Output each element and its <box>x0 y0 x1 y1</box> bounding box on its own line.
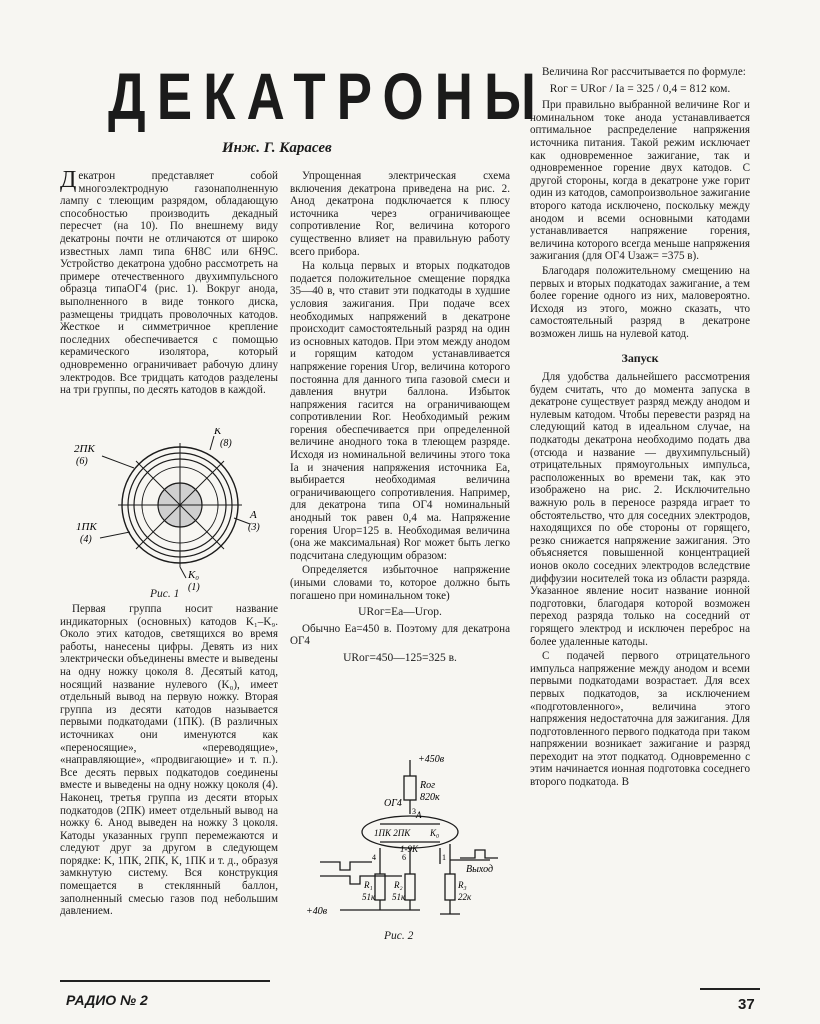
paragraph: Благодаря положительному смещению на первых и вторых подкатодах зажигание, а тем более горение одного из них, маловероятно. Исходя из этого, можно сказать, что самостоятельный разряд в декатроне возможен лишь на нулевой катод. <box>530 264 750 340</box>
label-a: А <box>250 509 257 521</box>
paragraph: Упрощенная электрическая схема включения декатрона приведена на рис. 2. Анод декатрона подключается к плюсу источника через ограничивающее сопротивление Rог, величина которого существенно влияет на правильную работу всего прибора. <box>290 170 510 258</box>
drop-cap: Д <box>60 167 77 193</box>
label-pk: 1ПК 2ПК <box>374 828 411 838</box>
column-3 <box>530 66 750 791</box>
figure-2-caption: Рис. 2 <box>384 930 414 942</box>
label-a-pin: (3) <box>248 522 260 533</box>
label-pin1: 1 <box>442 853 446 862</box>
label-r3: R₃ <box>458 880 467 890</box>
page-title: ДЕКАТРОНЫ <box>108 59 548 133</box>
label-plus40: +40в <box>306 906 328 917</box>
paragraph: Первая группа носит название индикаторных (основных) катодов K₁–K₉. Около этих катодов, светящихся во время работы, нанесены цифры. Девять из них электрически объединены вместе и выведены на одну ножку цоколя 8. Десятый катод, носящий название нулевого (K₀), имеет отдельный вывод на первую ножку. Вторая группа из десяти катодов называется первыми подкатодами (1ПК). (В различных источниках они именуются как «переносящие», «переводящие», «направляющие», «продвигающие» и т. п.). Все десять первых подкатодов соединены вместе и выведены на одну ножку цоколя (4). Наконец, третья группа из десяти вторых подкатодов (2ПК) имеет отдельный вывод на ножку 6. Анод выведен на ножку 3 цоколя. Катоды указанных групп перемежаются и следуют друг за другом в следующем порядке: K, 1ПК, 2ПК, K, 1ПК и т. д., образуя замкнутую систему. Вся конструкция помещается в стеклянный баллон, заполненный смесью газов под небольшим давлением. <box>60 603 278 918</box>
paragraph: Декатрон представляет собой многоэлектродную газонаполненную лампу с тлеющим разрядом, обладающую способностью производить декадный пересчет (на 10). По внешнему виду декатроны почти не отличаются от широко известных ламп типа 6Н8С или 6Н9С. Устройство декатрона удобно рассмотреть на примере отечественного двухимпульсного образца типаОГ4 (рис. 1). Вокруг анода, выполненного в виде тонкого диска, размещены тридцать проволочных катодов. Жесткое и симметричное крепление последних обеспечивается с помощью керамического изолятора, который одновременно ограничивает рабочую длину электродов. Все тридцать катодов разделены на три группы, по десять катодов в каждой. <box>60 167 278 397</box>
paragraph: На кольца первых и вторых подкатодов подается положительное смещение порядка 35—40 в, что ставит эти подкатоды в худшие условия зажигания. При подаче всех необходимых напряжений в декатроне происходит самостоятельный разряд на один из основных катодов. При этом между анодом и горящим катодом устанавливается напряжение горения Uгор, величина которого постоянна для данного типа газовой смеси и давления внутри баллона. Избыток напряжения гасится на ограничивающем сопротивлении Rог. Необходимый режим горения обеспечивается при определенной величине анодного тока в тлеющем разряде. Исходя из номинальной величины этого тока Iа и значения напряжения источника Eа, выбирается необходимая величина ограничивающего сопротивления. Например, для декатрона типа ОГ4 номинальный анодный ток равен 0,4 ма. Напряжение горения Uгор=125 в. Необходимая величина (она же максимальная) Rог может быть легко подсчитана следующим образом: <box>290 260 510 562</box>
column-1-continued <box>60 603 278 920</box>
label-og4: ОГ4 <box>384 798 402 809</box>
paragraph: С подачей первого отрицательного импульса напряжение между анодом и всеми первыми подкатодами возрастает. Для всех первых подкатодов, за исключением «подготовленного», величина этого напряжения недостаточна для зажигания. Для подготовленного первого подкатода при таком напряжении возникает зажигание и разряд переходит на этот подкатод. Одновременно с этим начинается ионная подготовка соседнего второго подкатода. В <box>530 650 750 789</box>
section-heading-zapusk: Запуск <box>621 351 659 366</box>
paragraph: Величина Rог рассчитывается по формуле: <box>542 66 746 78</box>
label-pin4: 4 <box>372 853 376 862</box>
column-1 <box>60 167 278 399</box>
label-1pk-pin: (4) <box>80 534 92 545</box>
label-k: К <box>214 428 222 437</box>
figure-2-circuit-diagram <box>300 752 510 932</box>
author-line: Инж. Г. Карасев <box>222 140 332 156</box>
label-r-og: Rог <box>420 780 436 791</box>
label-r3-value: 22к <box>458 892 472 902</box>
paragraph: Обычно Eа=450 в. Поэтому для декатрона ОГ4 <box>290 622 510 648</box>
label-2pk: 2ПК <box>74 443 95 455</box>
label-k0-pin: (1) <box>188 582 200 593</box>
label-k19: 1-9К <box>400 844 418 854</box>
label-1pk: 1ПК <box>76 521 97 533</box>
figure-1-caption: Рис. 1 <box>150 588 180 600</box>
label-r2-value: 51к <box>392 892 406 902</box>
label-r1: R₁ <box>364 880 373 890</box>
label-pin3: 3 <box>412 807 416 816</box>
formula-r-og: Rог = URог / Iа = 325 / 0,4 = 812 ком. <box>549 82 731 95</box>
label-pin6: 6 <box>402 853 406 862</box>
label-k-pin: (8) <box>220 438 232 449</box>
paragraph: Определяется избыточное напряжение (иными словами то, которое должно быть погашено при номинальном токе) <box>290 564 510 602</box>
figure-1-decatron-diagram <box>72 428 272 598</box>
journal-name: РАДИО № 2 <box>66 992 148 1008</box>
label-r1-value: 51к <box>362 892 376 902</box>
label-plus450: +450в <box>418 754 445 765</box>
label-k0: К₀ <box>188 569 200 581</box>
paragraph: Для удобства дальнейшего рассмотрения будем считать, что до момента запуска в декатроне существует разряд между анодом и нулевым катодом. Чтобы перевести разряд на следующий катод в идеальном случае, на подкатоды декатрона необходимо подать два (отсюда и название — двухимпульсный) отрицательных прямоугольных импульса, расположенных во времени так, как это изображено на рис. 2. Исключительно важную роль в переносе разряда играет то обстоятельство, что для соседних электродов, находящихся по обе стороны от горящего, резко снижается напряжение зажигания. Это объясняется повышенной концентрацией ионов около соседних электродов вследствие диффузии носителей тока из области разряда. Указанное явление носит название ионной подготовки, благодаря которой возможен переход разряда только на соседний от горящего электрод и исключен переброс на более удаленные катоды. <box>530 371 750 648</box>
column-2 <box>290 170 510 669</box>
label-r-og-value: 820к <box>420 792 440 803</box>
label-r2: R₂ <box>394 880 403 890</box>
footer-rule-right <box>700 988 760 990</box>
formula-excess-voltage: URог=Eа—Uгор. <box>358 606 442 619</box>
label-output: Выход <box>466 864 493 875</box>
footer-rule-left <box>60 980 270 982</box>
page-number: 37 <box>738 996 755 1013</box>
label-anode: А <box>416 810 422 820</box>
formula-calculation: URог=450—125=325 в. <box>343 651 457 664</box>
label-2pk-pin: (6) <box>76 456 88 467</box>
paragraph: При правильно выбранной величине Rог и номинальном токе анода устанавливается оптимальное распределение напряжения источника питания. Такой режим исключает как одновременное зажигание, так и одновременное горение двух катодов. С другой стороны, когда в декатроне уже горит один из катодов, самопроизвольное зажигание второго катода исключено, поскольку между анодом и всеми основными катодами устанавливается напряжение горения, величина которого всегда меньше напряжения зажигания (для ОГ4 Uзаж= =375 в). <box>530 99 750 263</box>
label-k0: К₀ <box>430 828 440 838</box>
